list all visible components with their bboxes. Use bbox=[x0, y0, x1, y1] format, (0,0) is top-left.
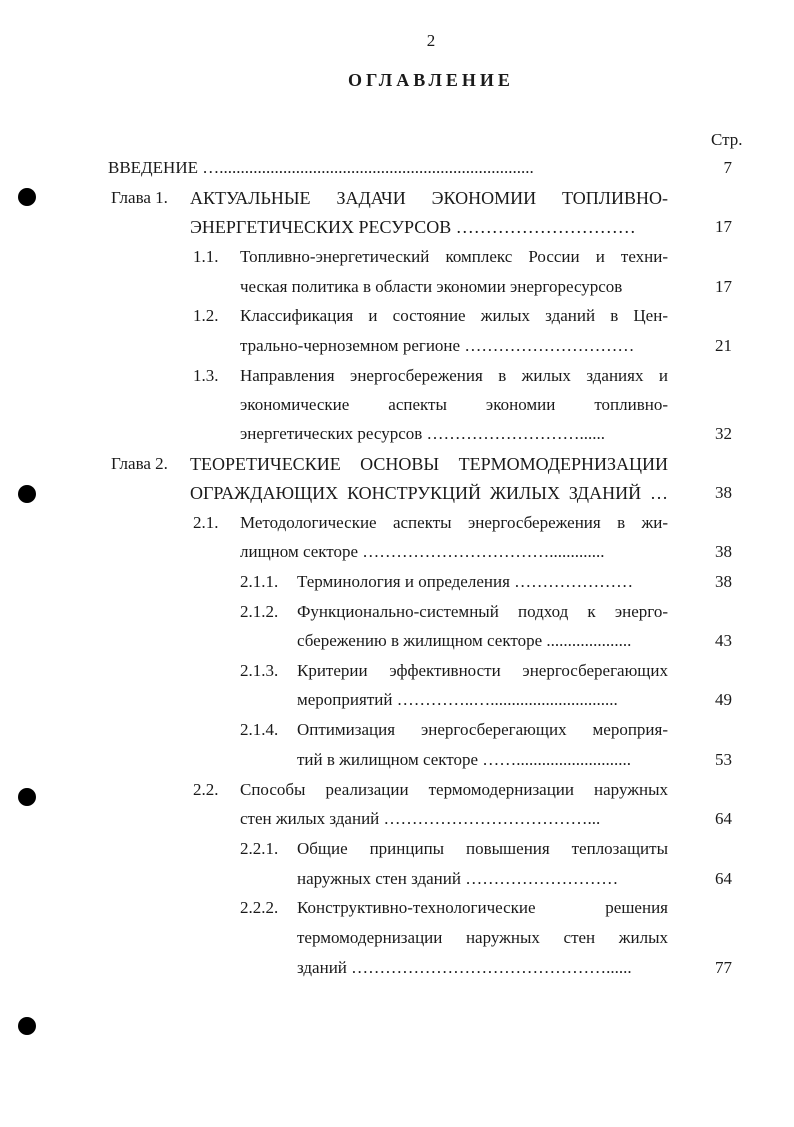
toc-entry-title-line: Направления энергосбережения в жилых зданиях и bbox=[240, 366, 668, 385]
toc-entry-label: 2.1.2. bbox=[240, 602, 279, 621]
toc-entry-label: 2.2.1. bbox=[240, 839, 279, 858]
toc-entry-title-line: сбережению в жилищном секторе .................... bbox=[297, 631, 632, 650]
binder-hole bbox=[18, 485, 36, 503]
toc-entry-title-line: Способы реализации термомодернизации наружных bbox=[240, 780, 668, 799]
toc-entry-title-line: Топливно-энергетический комплекс России и техни- bbox=[240, 247, 668, 266]
toc-entry-title-line: ТЕОРЕТИЧЕСКИЕ ОСНОВЫ ТЕРМОМОДЕРНИЗАЦИИ bbox=[190, 454, 668, 474]
toc-entry-label: Глава 1. bbox=[111, 188, 168, 207]
toc-entry-page: 38 bbox=[715, 542, 732, 561]
toc-entry-label: 1.2. bbox=[193, 306, 219, 325]
toc-entry-page: 49 bbox=[715, 690, 732, 709]
toc-entry-title-line: Критерии эффективности энергосберегающих bbox=[297, 661, 668, 680]
toc-entry-label: 2.1.3. bbox=[240, 661, 279, 680]
toc-entry-page: 7 bbox=[723, 158, 732, 177]
toc-entry-title-line: Конструктивно-технологические решения bbox=[297, 898, 668, 917]
page-number: 2 bbox=[426, 31, 436, 50]
toc-entry-title-line: стен жилых зданий ………………………………... bbox=[240, 809, 601, 828]
toc-entry-label: 2.2.2. bbox=[240, 898, 279, 917]
toc-entry-title-line: Общие принципы повышения теплозащиты bbox=[297, 839, 668, 858]
toc-entry-title-line: ческая политика в области экономии энергоресурсов bbox=[240, 277, 623, 296]
toc-entry-page: 64 bbox=[715, 869, 732, 888]
toc-entry-label: 2.1.4. bbox=[240, 720, 279, 739]
toc-entry-label: 1.3. bbox=[193, 366, 219, 385]
toc-entry-label: 2.1.1. bbox=[240, 572, 279, 591]
toc-entry-title-line: тий в жилищном секторе ……........................... bbox=[297, 750, 632, 769]
toc-entry-page: 53 bbox=[715, 750, 732, 769]
toc-entry-title-line: Методологические аспекты энергосбережения в жи- bbox=[240, 513, 668, 532]
toc-entry-title-line: термомодернизации наружных стен жилых bbox=[297, 928, 668, 947]
toc-entry-page: 77 bbox=[715, 958, 732, 977]
toc-entry-title-line: АКТУАЛЬНЫЕ ЗАДАЧИ ЭКОНОМИИ ТОПЛИВНО- bbox=[190, 188, 668, 208]
toc-entry-title-line: Терминология и определения ………………… bbox=[297, 572, 634, 591]
toc-entry-title-line: ЭНЕРГЕТИЧЕСКИХ РЕСУРСОВ ………………………… bbox=[190, 217, 636, 237]
toc-entry-page: 21 bbox=[715, 336, 732, 355]
toc-entry-page: 17 bbox=[715, 217, 732, 236]
toc-entry-page: 43 bbox=[715, 631, 732, 650]
binder-hole bbox=[18, 188, 36, 206]
toc-entry-label: 2.2. bbox=[193, 780, 219, 799]
toc-entry-title: ВВЕДЕНИЕ ….......................................................................... bbox=[108, 158, 534, 177]
toc-entry-title-line: ОГРАЖДАЮЩИХ КОНСТРУКЦИЙ ЖИЛЫХ ЗДАНИЙ … bbox=[190, 483, 668, 503]
toc-entry-title-line: энергетических ресурсов ………………………...... bbox=[240, 424, 606, 443]
toc-entry-page: 32 bbox=[715, 424, 732, 443]
toc-entry-title-line: Классификация и состояние жилых зданий в Цен- bbox=[240, 306, 668, 325]
toc-entry-page: 38 bbox=[715, 572, 732, 591]
toc-entry-title-line: трально-черноземном регионе ………………………… bbox=[240, 336, 635, 355]
toc-entry-title-line: мероприятий …………..….............................. bbox=[297, 690, 618, 709]
page-title: ОГЛАВЛЕНИЕ bbox=[348, 70, 514, 90]
toc-entry-title-line: зданий ………………………………………...... bbox=[297, 958, 632, 977]
toc-entry-title-line: наружных стен зданий ……………………… bbox=[297, 869, 619, 888]
toc-entry-title-line: экономические аспекты экономии топливно- bbox=[240, 395, 668, 414]
binder-hole bbox=[18, 788, 36, 806]
page-column-header: Стр. bbox=[711, 130, 743, 149]
toc-entry-label: 1.1. bbox=[193, 247, 219, 266]
toc-entry-label: 2.1. bbox=[193, 513, 219, 532]
toc-entry-title-line: Оптимизация энергосберегающих мероприя- bbox=[297, 720, 668, 739]
toc-entry-title-line: лищном секторе ……………………………............. bbox=[240, 542, 605, 561]
toc-entry-page: 64 bbox=[715, 809, 732, 828]
toc-entry-label: Глава 2. bbox=[111, 454, 168, 473]
binder-hole bbox=[18, 1017, 36, 1035]
toc-entry-title-line: Функционально-системный подход к энерго- bbox=[297, 602, 668, 621]
toc-entry-page: 38 bbox=[715, 483, 732, 502]
toc-entry-page: 17 bbox=[715, 277, 732, 296]
